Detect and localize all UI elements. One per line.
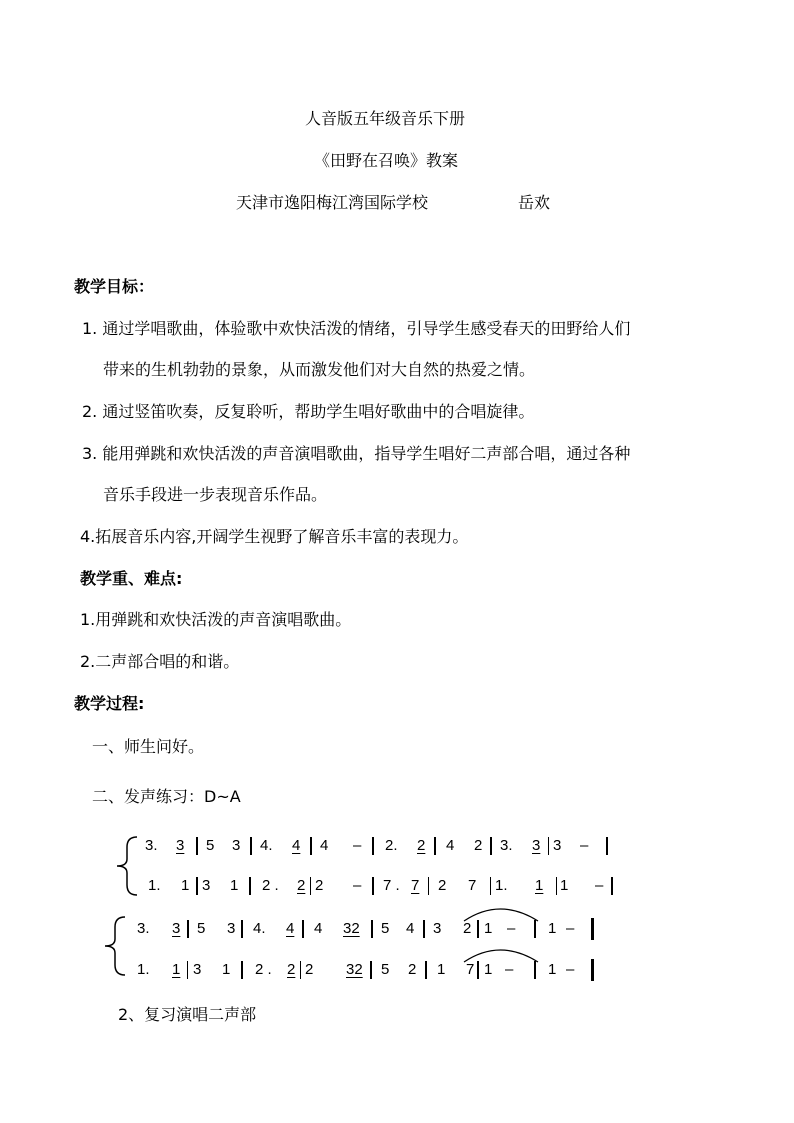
barline	[425, 961, 427, 979]
barline	[370, 961, 372, 979]
process-step-1: 一、师生问好。	[92, 737, 205, 756]
barline	[611, 877, 613, 895]
note: 1.	[148, 877, 161, 894]
score-brace-2	[101, 915, 131, 977]
objectives-heading: 教学目标：	[74, 277, 155, 296]
process-step-3: 2、复习演唱二声部	[118, 1005, 257, 1024]
note: 1	[484, 920, 493, 937]
note: 1	[172, 961, 181, 978]
note: 3.	[145, 837, 158, 854]
barline	[556, 877, 557, 895]
barline	[250, 837, 252, 855]
note: –	[353, 877, 362, 894]
note: 7	[466, 961, 475, 978]
note: 4	[446, 837, 455, 854]
barline	[241, 961, 243, 979]
barline	[372, 837, 374, 855]
note: –	[566, 920, 575, 937]
key-point-2: 2.二声部合唱的和谐。	[80, 652, 240, 671]
note: 7	[468, 877, 477, 894]
note: –	[507, 920, 516, 937]
note: 2	[315, 877, 324, 894]
note: 2 .	[255, 961, 272, 978]
barline	[490, 837, 492, 855]
note: 1	[560, 877, 569, 894]
school-name: 天津市逸阳梅江湾国际学校	[236, 193, 429, 212]
objective-1-line1: 1. 通过学唱歌曲，体验歌中欢快活泼的情绪，引导学生感受春天的田野给人们	[82, 319, 631, 338]
note: 2	[417, 837, 426, 854]
note: 2	[438, 877, 447, 894]
note: 1	[222, 961, 231, 978]
tie-arc-1	[462, 903, 542, 923]
note: 1.	[495, 877, 508, 894]
note: 1	[181, 877, 190, 894]
process-step-2: 二、发声练习：D~A	[92, 787, 241, 806]
barline	[300, 961, 301, 979]
barline	[196, 877, 198, 895]
barline	[372, 877, 374, 895]
note: 32	[343, 920, 360, 937]
key-point-1: 1.用弹跳和欢快活泼的声音演唱歌曲。	[80, 610, 352, 629]
note: 4	[286, 920, 295, 937]
note: 5	[206, 837, 215, 854]
objective-4: 4.拓展音乐内容,开阔学生视野了解音乐丰富的表现力。	[80, 527, 469, 546]
barline	[310, 837, 312, 855]
barline	[606, 837, 608, 855]
tie-arc-2	[462, 944, 542, 964]
barline	[428, 877, 429, 895]
note: 2	[463, 920, 472, 937]
note: 4.	[253, 920, 266, 937]
author-name: 岳欢	[518, 193, 551, 212]
note: 4.	[260, 837, 273, 854]
barline	[310, 877, 311, 895]
note: 4	[292, 837, 301, 854]
note: 1	[484, 961, 493, 978]
note: –	[353, 837, 362, 854]
barline	[371, 920, 373, 938]
note: –	[595, 877, 604, 894]
barline	[434, 837, 436, 855]
header-line1: 人音版五年级音乐下册	[305, 109, 466, 128]
barline	[249, 877, 251, 895]
barline	[490, 877, 491, 895]
note: –	[580, 837, 589, 854]
note: 3.	[500, 837, 513, 854]
note: –	[505, 961, 514, 978]
note: 3	[553, 837, 562, 854]
note: 3.	[137, 920, 150, 937]
note: 2	[408, 961, 417, 978]
note: 3	[176, 837, 185, 854]
barline	[423, 920, 425, 938]
key-points-heading: 教学重、难点:	[80, 569, 183, 588]
note: 4	[314, 920, 323, 937]
note: 1	[548, 920, 557, 937]
note: 3	[433, 920, 442, 937]
barline	[241, 920, 243, 938]
barline	[591, 918, 594, 940]
note: –	[566, 961, 575, 978]
note: 4	[406, 920, 415, 937]
document-title: 《田野在召唤》教案	[314, 151, 459, 170]
note: 3	[172, 920, 181, 937]
process-heading: 教学过程:	[74, 694, 145, 713]
barline	[196, 837, 198, 855]
barline	[591, 959, 594, 981]
note: 2	[297, 877, 306, 894]
note: 3	[227, 920, 236, 937]
note: 7 .	[383, 877, 400, 894]
barline	[548, 837, 549, 855]
objective-1-line2: 带来的生机勃勃的景象，从而激发他们对大自然的热爱之情。	[103, 360, 536, 379]
note: 2 .	[262, 877, 279, 894]
note: 2.	[385, 837, 398, 854]
note: 3	[193, 961, 202, 978]
barline	[187, 961, 188, 979]
note: 5	[381, 920, 390, 937]
note: 1	[548, 961, 557, 978]
objective-3-line1: 3. 能用弹跳和欢快活泼的声音演唱歌曲，指导学生唱好二声部合唱，通过各种	[82, 444, 631, 463]
note: 32	[346, 961, 363, 978]
note: 4	[320, 837, 329, 854]
barline	[187, 920, 189, 938]
note: 2	[305, 961, 314, 978]
score-brace-1	[113, 835, 143, 897]
note: 5	[197, 920, 206, 937]
note: 5	[381, 961, 390, 978]
objective-2: 2. 通过竖笛吹奏，反复聆听，帮助学生唱好歌曲中的合唱旋律。	[82, 402, 535, 421]
note: 2	[474, 837, 483, 854]
barline	[302, 920, 304, 938]
note: 7	[411, 877, 420, 894]
note: 1	[437, 961, 446, 978]
note: 1	[535, 877, 544, 894]
objective-3-line2: 音乐手段进一步表现音乐作品。	[103, 485, 328, 504]
note: 2	[287, 961, 296, 978]
note: 1.	[137, 961, 150, 978]
note: 3	[532, 837, 541, 854]
note: 1	[230, 877, 239, 894]
note: 3	[232, 837, 241, 854]
note: 3	[202, 877, 211, 894]
